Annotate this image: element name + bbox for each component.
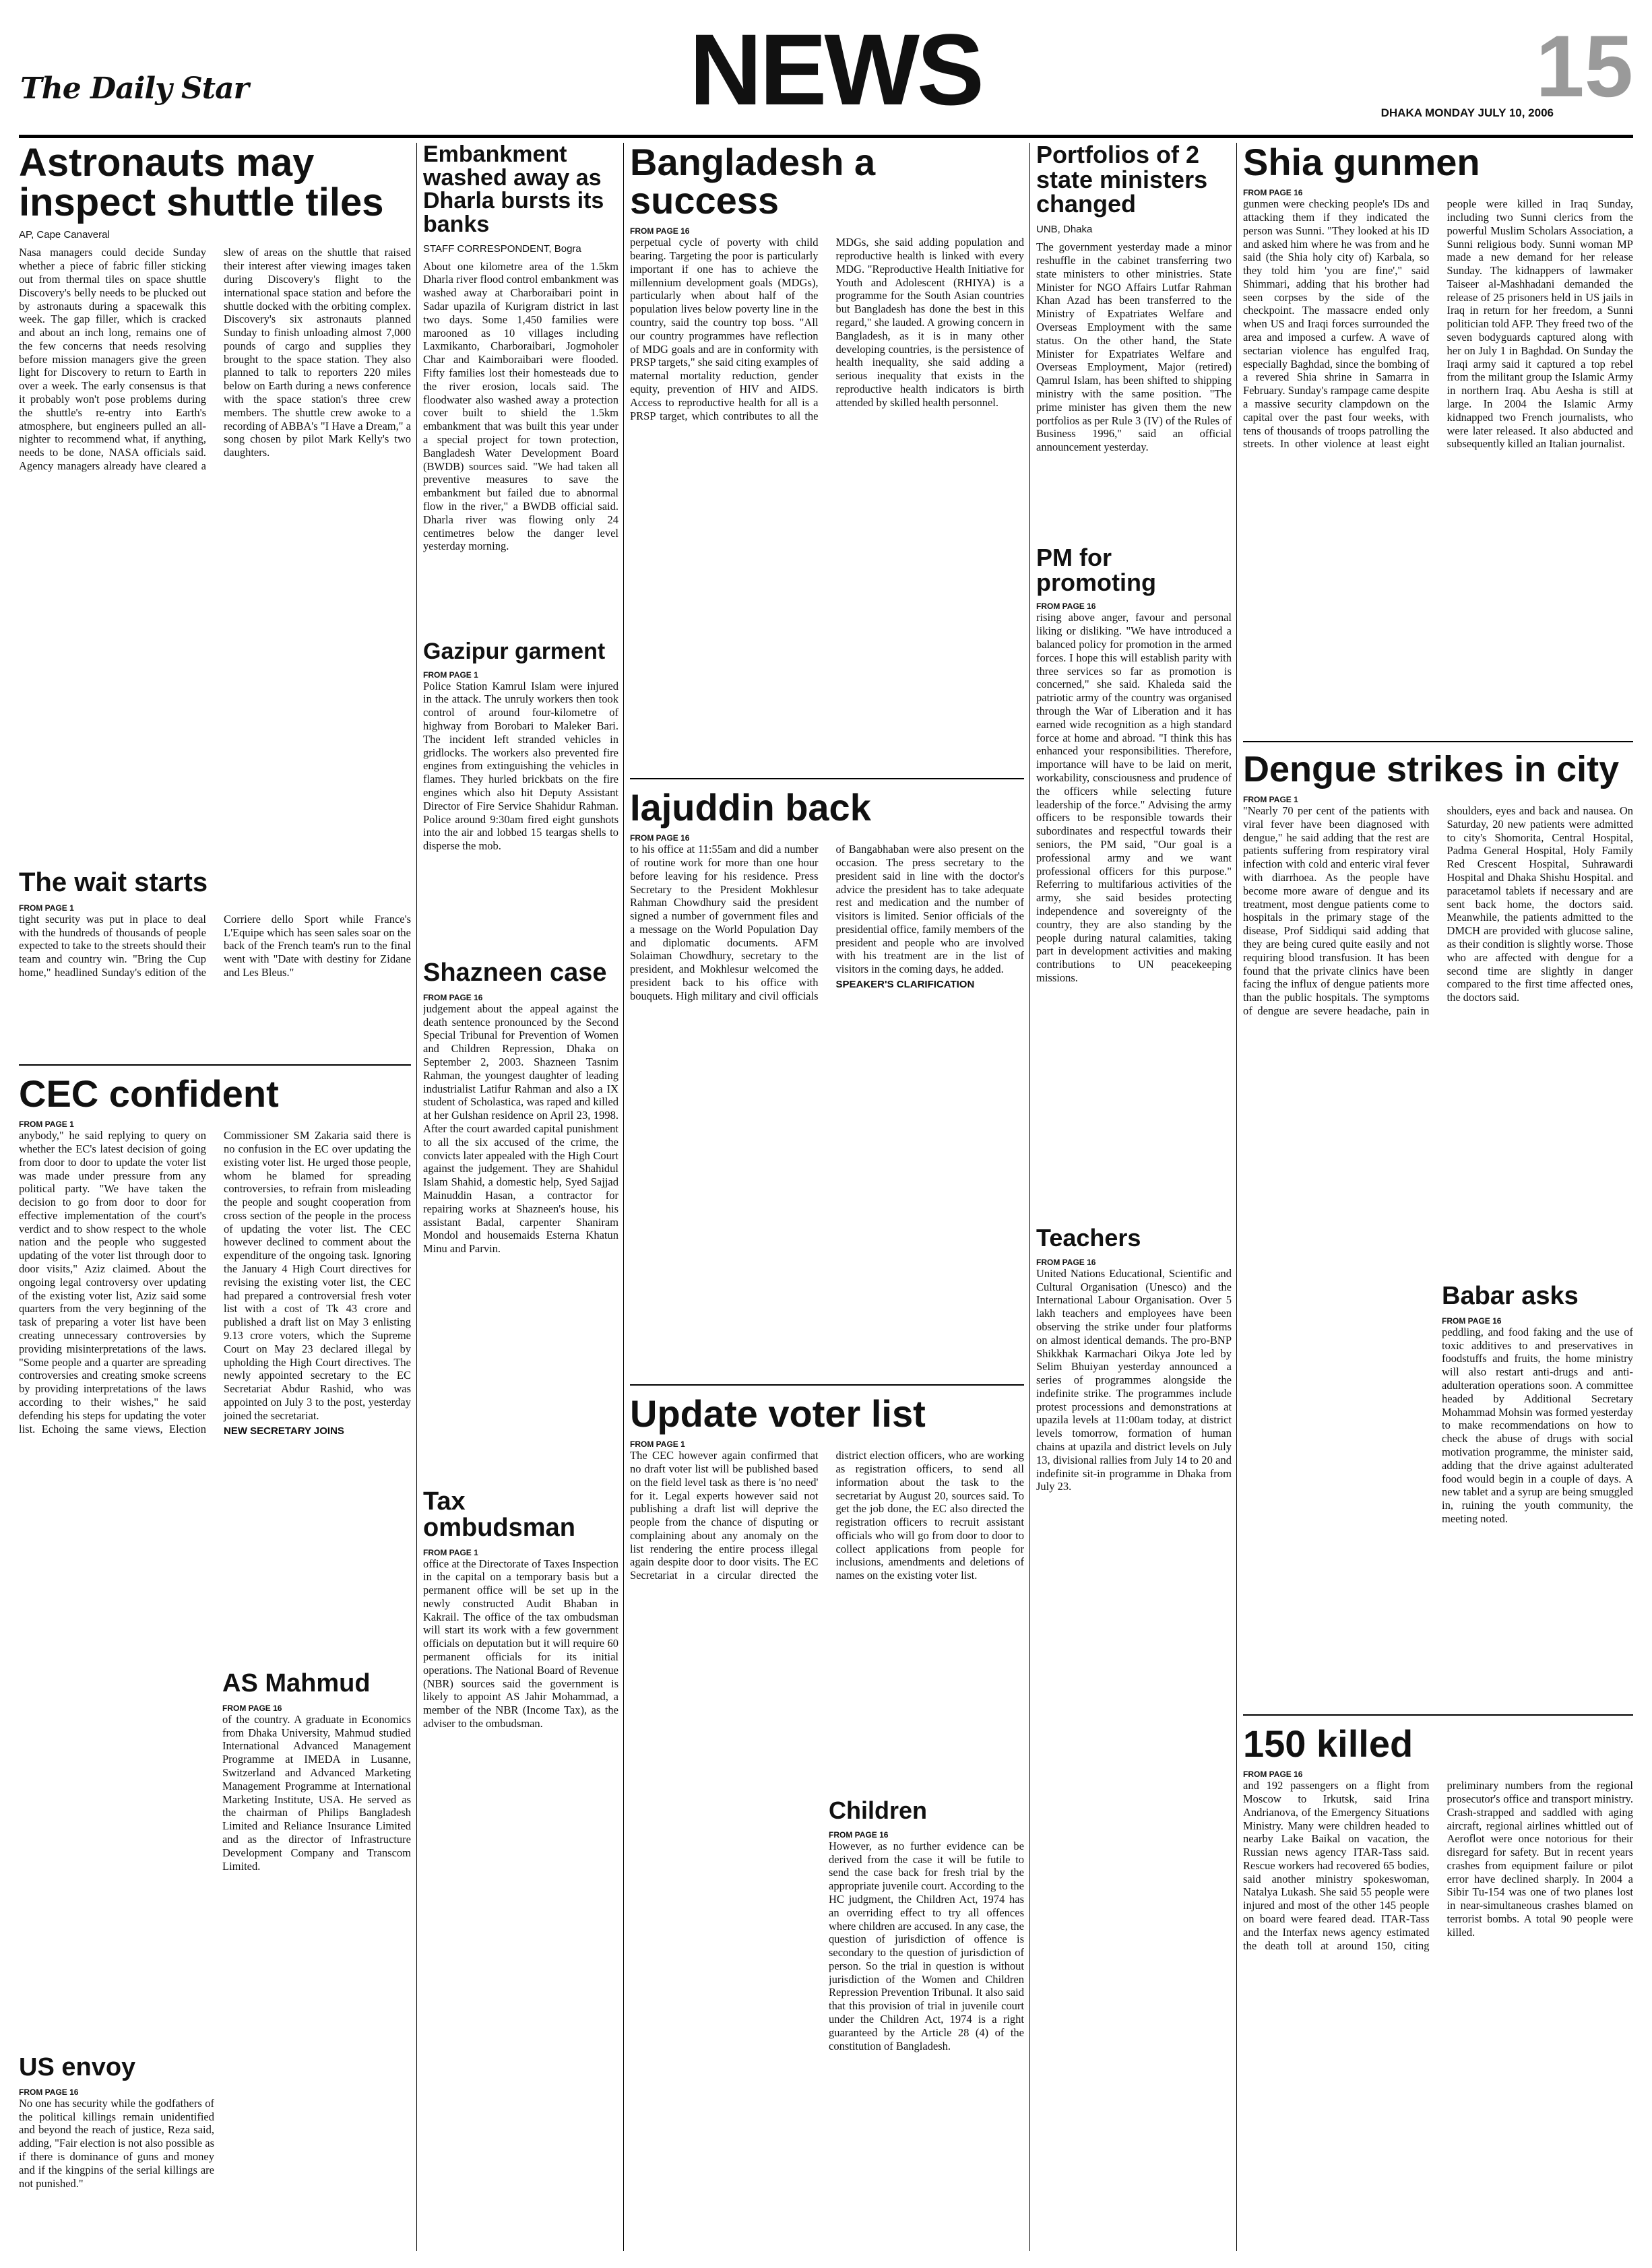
article-embankment [423, 143, 618, 601]
article-portfolios [1036, 143, 1232, 520]
body-text: to his office at 11:55am and did a number of routine work for more than one hour before leaving for his residence. Press Secretary to the President Mokhlesur Rahman Chowdhury said the president signed a number of government files and a message on the World Population Day and diplomatic documents. AFM Solaiman Chowdhury, secretary to the president, and Mokhlesur welcomed the president back to his office with bouquets. High military and civil officials of Bangabhaban were also present on the occasion. The press secretary to the president said in line with the doctor's advice the president has to take adequate rest and medication and the number of visitors is limited. Senior officials of the presidential office, family members of the president and people who are involved with his treatment are in the list of visitors in the coming days, he added. [630, 843, 1024, 1002]
jump-line: FROM PAGE 1 [630, 1439, 685, 1450]
masthead-rule [19, 135, 1633, 138]
article-body [630, 1449, 1024, 1582]
body-text: perpetual cycle of poverty with child bearing. Targeting the poor is particularly important if one has to achieve the millennium development goals (MDGs), particularly when about half of the population lives below poverty line in the country, said the country top boss. "All our country programmes have reflection of MDG goals and are in conformity with PRSP targets," she said citing examples of maternal mortality reduction, gender equity, prevention of HIV and AIDS. Access to reproductive health for all is a PRSP target, which contributes to all the MDGs, she said adding population and reproductive health is linked with every MDG. "Reproductive Health Initiative for Youth and Adolescent (RHIYA) is a programme for the South Asian countries but Bangladesh has done the best in this regard," she lauded. A growing concern in Bangladesh, as it is in many other developing countries, is the persistence of health inequality, she said adding a serious inequality that exists in the reproductive health indicators is birth attended by skilled health personnel. [630, 236, 1024, 422]
article-body [1036, 611, 1232, 984]
headline: Portfolios of 2 state ministers changed [1036, 143, 1208, 218]
jump-line: FROM PAGE 16 [1036, 1257, 1096, 1267]
body-text: However, as no further evidence can be derived from the case it will be futile to send the case back for fresh trial by the appropriate juvenile court. According to the HC judgment, the Children Act, 1974 has an overriding effect to try all offences where children are accused. In any case, the question of jurisdiction of offence is secondary to the question of jurisdiction of person. So the trial in question is without jurisdiction of the Women and Children Repression Prevention Tribunal. It also said that this provision of trial in juvenile court under the Children Act, 1974 is a right guaranteed by the Article 28 (4) of the constitution of Bangladesh. [829, 1839, 1024, 2052]
divider [630, 1384, 1024, 1386]
article-body [630, 236, 1024, 422]
article-babar-asks [1442, 1283, 1633, 1701]
jump-line: FROM PAGE 16 [1036, 602, 1096, 612]
jump-line: FROM PAGE 16 [19, 2087, 79, 2097]
article-children [829, 1799, 1024, 2257]
subhead: SPEAKER'S CLARIFICATION [835, 979, 975, 991]
headline: Embankment washed away as Dharla bursts its banks [423, 143, 604, 238]
headline: Tax ombudsman [423, 1489, 575, 1542]
headline: The wait starts [19, 869, 208, 897]
body-text: peddling, and food faking and the use of toxic additives to and preservatives in foodstuffs and fruits, the home ministry will also restart anti-drugs and anti-adulteration operations soon. A committee headed by Additional Secretary Mohammad Mohsin was formed yesterday to make recommendations on how to check the abuse of drugs with social motivation programme, the minister said, adding that the drive against adulterated food would begin in a couple of days. A new tablet and a syrup are being smuggled in, ruining the youth community, the meeting noted. [1442, 1325, 1633, 1525]
article-pm-promoting [1036, 546, 1232, 1239]
article-body [1243, 197, 1633, 451]
body-text: rising above anger, favour and personal liking or disliking. "We have introduced a balanced policy for promotion in the armed forces. I hope this will establish parity with three services so far as promotion is concerned," she said. Khaleda said the patriotic army of the country was organised through the War of Liberation and it has earned wide recognition as a high standard force at home and abroad. "I think this has enhanced your responsibilities. Therefore, importance will have to be laid on merit, workability, consciousness and prudence of the officers while selecting future leadership of the force." Advising the army officers to be responsible towards their subordinates and respectful towards their seniors, the PM said, "Our goal is a professional army and we want professional officers for this purpose." Referring to multifarious activities of the army, she said besides protecting independence and sovereignty of the country, they are also standing by the people during natural calamities, taking part in development activities and making contributions to UN peacekeeping missions. [1036, 611, 1232, 984]
jump-line: FROM PAGE 16 [1243, 188, 1303, 198]
headline: Teachers [1036, 1226, 1141, 1252]
article-shia-gunmen [1243, 143, 1633, 736]
headline: PM for promoting [1036, 546, 1156, 596]
jump-line: FROM PAGE 16 [1243, 1770, 1303, 1780]
jump-line: FROM PAGE 16 [829, 1829, 889, 1840]
jump-line: FROM PAGE 1 [1243, 795, 1298, 805]
article-teachers [1036, 1226, 1232, 2257]
article-body [423, 1557, 618, 1730]
headline: AS Mahmud [222, 1671, 371, 1697]
body-text: "Nearly 70 per cent of the patients with viral fever have been diagnosed with dengue," he said adding that the rest are patients suffering from respiratory viral infection with cold and enteric viral fever with diarrhoea. As the people have become more aware of dengue and its treatment, most dengue patients come to hospitals in the primary stage of the disease, Prof Siddiqui said adding that they are being cured quite easily and not requiring blood transfusion. It has been found that the private clinics have been facing the influx of dengue patients more than the public hospitals. The symptoms of dengue are severe headache, pain in shoulders, eyes and back and nausea. On Saturday, 20 new patients were admitted to city's Shomorita, Central Hospital, Padma General Hospital, Holy Family Red Crescent Hospital, Suhrawardi Hospital and Dhaka Shishu Hospital. and paracetamol tablets if necessary and are sent back home, the doctors said. Meanwhile, the patients admitted to the DMCH are provided with glucose saline, as their condition is slightly worse. Those who are affected with dengue for a second time are slightly in danger compared to the first time affected ones, the doctors said. [1243, 804, 1633, 1018]
body-text: United Nations Educational, Scientific and Cultural Organisation (Unesco) and the International Labour Organisation. Over 5 lakh teachers and employees have been observing the strike under four platforms on almost identical demands. The pro-BNP Shikkhak Karmachari Oikya Jote led by Selim Bhuiyan yesterday announced a series of programmes alongside the indefinite strike. The programmes include protest processions and demonstrations at upazila levels at 11:00am today, at district levels tomorrow, formation of human chains at upazila and district levels on July 13, divisional rallies from July 14 to 20 and indefinite sit-in programme in Dhaka from July 23. [1036, 1266, 1232, 1493]
column-rule [416, 143, 417, 2251]
article-body [423, 1002, 618, 1256]
article-body [19, 1129, 411, 1437]
headline: Gazipur garment [423, 640, 606, 664]
jump-line: FROM PAGE 16 [630, 226, 690, 236]
article-shazneen-case [423, 960, 618, 1452]
article-body [1036, 240, 1232, 454]
divider [19, 1064, 411, 1066]
article-iajuddin-back [630, 788, 1024, 1374]
article-bangladesh-success [630, 143, 1024, 769]
headline: 150 killed [1243, 1724, 1413, 1765]
divider [630, 778, 1024, 779]
article-body [423, 680, 618, 853]
body-text: and 192 passengers on a flight from Moscow to Irkutsk, said Irina Andrianova, of the Emergency Situations Ministry. Many were children headed to nearby Lake Baikal on vacation, the Russian news agency ITAR-Tass said. Rescue workers had recovered 65 bodies, said another ministry spokeswoman, Natalya Lukash. She said 55 people were injured and most of the other 145 people on board were feared dead. ITAR-Tass and the Interfax news agency estimated the death toll at around 150, citing preliminary numbers from the regional prosecutor's office and transport ministry. Crash-strapped and saddled with aging aircraft, regional airlines whittled out of Aeroflot were once notorious for their disregard for safety. But in recent years crashes from equipment failure or pilot error have declined sharply. In 2004 a Sibir Tu-154 was one of two planes lost in near-simultaneous crashes blamed on terrorist bombs. A total 90 people were killed. [1243, 1779, 1633, 1952]
article-body [630, 843, 1024, 1003]
divider [1243, 1714, 1633, 1716]
jump-line: FROM PAGE 1 [19, 903, 74, 913]
byline: UNB, Dhaka [1036, 224, 1093, 236]
subhead: NEW SECRETARY JOINS [224, 1425, 344, 1437]
jump-line: FROM PAGE 16 [423, 992, 483, 1002]
jump-line: FROM PAGE 16 [222, 1703, 282, 1713]
headline: US envoy [19, 2054, 136, 2081]
headline: Astronauts may inspect shuttle tiles [19, 143, 384, 225]
article-body [19, 913, 411, 979]
jump-line: FROM PAGE 16 [1442, 1316, 1502, 1326]
headline: Dengue strikes in city [1243, 751, 1620, 789]
body-text: tight security was put in place to deal with the hundreds of thousands of people expected to take to the streets should their team and country win. "Bring the Cup home," headlined Sunday's edition of the Corriere dello Sport while France's L'Equipe which has seen sales soar on the back of the French team's run to the final went with "Date with destiny for Zidane and Les Bleus." [19, 912, 411, 979]
headline: Update voter list [630, 1394, 926, 1435]
headline: Babar asks [1442, 1283, 1579, 1310]
body-text: The government yesterday made a minor reshuffle in the cabinet transferring two state ministers to other ministries. State Minister for NGO Affairs Lutfar Rahman Khan Azad has been transferred to the Ministry of Expatriates Welfare and Overseas Employment with the same status. On the other hand, the State Minister for Expatriates Welfare and Overseas Employment, Major (retired) Qamrul Islam, has been shifted to shipping ministry with the same position. "The prime minister has given them the new portfolios as per Rule 3 (IV) of the Rules of Business 1996," said an official announcement yesterday. [1036, 240, 1232, 454]
article-body [19, 2097, 214, 2191]
body-text: gunmen were checking people's IDs and attacking them if they indicated the person was Sunni. "They looked at his ID and asked him where he was from and he said (the Shia holy city of) Karbala, so they told him 'you are fine'," said Shimmari, adding that his brother had seen corpses by the side of the checkpoint. The massacre ended only when US and Iraqi forces surrounded the area and imposed a curfew. A wave of sectarian violence has engulfed Iraq, especially Baghdad, since the bombing of a revered Shia shrine in Samarra in February. Sunday's rampage came despite a massive security clampdown on the capital over the past four weeks, with tens of thousands of troops patrolling the streets. In other violence at least eight people were killed in Iraq Sunday, including two Sunni clerics from the powerful Muslim Scholars Association, a Sunni religious body. Sunni woman MP made a new demand for her release Sunday. The kidnappers of lawmaker Taiseer al-Mashhadani demanded the release of 25 prisoners held in US jails in Iraq in return for her freedom, a Sunni politician told AFP. They freed two of the seven bodyguards captured along with her on July 1 in Baghdad. On Sunday the Iraqi army said it captured a top rebel from the militant group the Islamic Army in northern Iraq. Abu Aesha is still at large. In 2004 the Islamic Army kidnapped two French journalists, who were later released. It also abducted and subsequently killed an Italian journalist. [1243, 197, 1633, 451]
body-text: of the country. A graduate in Economics from Dhaka University, Mahmud studied International Advanced Management Programme at IMEDA in Lusanne, Switzerland and Advanced Marketing Management Programme at International Marketing Institute, USA. He served as the chairman of Philips Bangladesh Limited and Reliance Insurance Limited and as the director of Infrastructure Development Company and Transcom Limited. [222, 1712, 411, 1873]
headline: CEC confident [19, 1074, 279, 1115]
headline: Children [829, 1799, 928, 1824]
paper-logo: The Daily Star [20, 71, 249, 106]
article-as-mahmud [222, 1671, 411, 2257]
jump-line: FROM PAGE 1 [423, 670, 478, 680]
headline: Bangladesh a success [630, 143, 876, 222]
article-body [1243, 1779, 1633, 1952]
jump-line: FROM PAGE 16 [630, 833, 690, 843]
headline: Iajuddin back [630, 788, 871, 829]
headline: Shazneen case [423, 960, 607, 987]
page-number: 15 [1535, 17, 1633, 115]
body-text: About one kilometre area of the 1.5km Dharla river flood control embankment was washed away at Charboraibari point in Sadar upazila of Kurigram district in last two days. Some 1,450 families were marooned as 10 villages including Laxmikanto, Charboraibari, Jogmoholer Char and Kaimboraibari were flooded. Fifty families lost their homesteads due to the river erosion, locals said. The floodwater also washed away a protection cover built to shield the 1.5km embankment that was built this year under a special project for town protection, Bangladesh Water Development Board (BWDB) sources said. "We had taken all preventive measures to save the embankment but failed due to abnormal flow in the river," a BWDB official said. Dharla river was flowing only 24 centimetres below the danger level yesterday morning. [423, 259, 618, 553]
masthead [19, 13, 1633, 133]
article-dengue [1243, 751, 1633, 1276]
article-body [1243, 804, 1633, 1018]
article-astronauts [19, 143, 411, 985]
section-title: NEWS [689, 13, 982, 126]
body-text: The CEC however again confirmed that no draft voter list will be published based on the field level task as there is 'no need' for it. Legal experts however said not publishing a draft list will deprive the people from the chance of disputing or complaining about any anomaly on the list rendering the entire process illegal again despite door to door visits. The EC Secretariat in a circular directed the district election officers, who are working as registration officers, to send all information about the task to the secretariat by August 20, sources said. To get the job done, the EC also directed the registration officers to recruit assistant officials who will go from door to door to collect applications from people for inclusions, amendments and deletions of names on the existing voter list. [630, 1449, 1024, 1582]
article-body [829, 1840, 1024, 2053]
jump-line: FROM PAGE 1 [423, 1547, 478, 1557]
article-us-envoy [19, 2054, 214, 2257]
article-gazipur-garment [423, 640, 618, 950]
article-body [423, 260, 618, 554]
body-text: Nasa managers could decide Sunday whether a piece of fabric filler sticking out from thermal tiles on space shuttle Discovery's belly needs to be plucked out by astronauts during a spacewalk this week. The gap filler, which is cracked and about an inch long, remains one of the few concerns that needs resolving before mission managers give the green light for Discovery to return to Earth in over a week. The early consensus is that it probably won't pose problems during the shuttle's re-entry into Earth's atmosphere, but engineers pulled an all-nighter to recommend what, if anything, needs to be done, NASA officials said. Agency managers already have cleared a slew of areas on the shuttle that raised their interest after viewing images taken during Discovery's flight to the international space station and before the shuttle docked with the orbiting complex. Discovery's six astronauts planned Sunday to finish unloading almost 7,000 pounds of cargo and supplies they brought to the space station. They also planned to talk to reporters 220 miles below on Earth during a news conference with the space station's three crew members. The shuttle crew awoke to a recording of ABBA's "I Have a Dream," a song chosen by pilot Mark Kelly's two daughters. [19, 246, 411, 473]
article-body [1442, 1326, 1633, 1526]
column-rule [1236, 143, 1237, 2251]
body-text: anybody," he said replying to query on whether the EC's latest decision of going from door to door to update the voter list was made under pressure from any political party. "We have taken the decision to go from door to door for effective implementation of the court's verdict and to show respect to the whole nation and the people who suggested updating of the voter list through door to door visits," Aziz claimed. About the ongoing legal controversy over updating of the existing voter list, Aziz said some quarters from the very beginning of the task of preparing a voter list have been creating unnecessary controversies by providing misinterpretations of the laws. "Some people and a quarter are spreading controversies and creating smoke screens by providing interpretations of the laws according to their wishes," he said defending his steps for updating the voter list. Echoing the same views, Election Commissioner SM Zakaria said there is no confusion in the EC over updating the existing voter list. He urged those people, whom he blamed for spreading controversies, to refrain from misleading the people and sought cooperation from cross section of the people in the process of updating the voter list. The CEC however declined to comment about the expenditure of the ongoing task. Ignoring the January 4 High Court directives for revising the existing voter list, the CEC had prepared a controversial fresh voter list with a cost of Tk 43 crore and published a draft list on May 3 enlisting 9.13 crore voters, which the Supreme Court on May 23 declared illegal by upholding the High Court directives. The newly appointed secretary to the EC Secretariat Abdur Rashid, who was appointed on July 3 to the post, yesterday joined the secretariat. [19, 1129, 411, 1435]
byline: STAFF CORRESPONDENT, Bogra [423, 242, 581, 255]
article-body [19, 246, 411, 473]
article-body [222, 1713, 411, 1873]
article-body [1036, 1267, 1232, 1494]
dateline: DHAKA MONDAY JULY 10, 2006 [1380, 106, 1554, 119]
article-tax-ombudsman [423, 1489, 618, 2257]
article-150-killed [1243, 1724, 1633, 2257]
headline: Shia gunmen [1243, 143, 1480, 183]
body-text: judgement about the appeal against the death sentence pronounced by the Second Special Tribunal for Prevention of Women and Children Repression, Dhaka on September 2, 2003. Shazneen Tasnim Rahman, the youngest daughter of leading industrialist Latifur Rahman and also a IX student of Scholastica, was raped and killed at her Gulshan residence on April 23, 1998. After the court awarded capital punishment to all the six accused of the crime, the convicts later appealed with the High Court against the judgement. They are Shahidul Islam Shahid, a domestic help, Syed Sajjad Mainuddin Hasan, a contractor for repairing works at Shazneen's house, his assistant Badal, carpenter Shaniram Mondol and housemaids Esterna Khatun Minu and Parvin. [423, 1002, 618, 1256]
column-rule [623, 143, 624, 2251]
body-text: office at the Directorate of Taxes Inspection in the capital on a temporary basis but a permanent office will be set up in the newly constructed Audit Bhaban in Kakrail. The office of the tax ombudsman will start its work with a few government officials on deputation but it will require 60 permanent officials for its initial operations. The National Board of Revenue (NBR) sources said the government is likely to appoint AS Jahir Mohammad, a member of the NBR (Income Tax), as the adviser to the ombudsman. [423, 1557, 618, 1730]
divider [1243, 741, 1633, 742]
body-text: Police Station Kamrul Islam were injured in the attack. The unruly workers then took control of around four-kilometre of highway from Borobari to Maleker Bari. The incident left stranded vehicles in gridlocks. The workers also prevented fire engines from extinguishing the vehicles in flames. They hurled brickbats on the fire engines which also hit Deputy Assistant Director of Fire Service Shahidur Rahman. Police around 9:30am fired eight gunshots into the air and lobbed 15 teargas shells to disperse the mob. [423, 679, 618, 853]
byline: AP, Cape Canaveral [19, 229, 110, 241]
body-text: No one has security while the godfathers of the political killings remain unidentified and beyond the reach of justice, Reza said, adding, "Fair election is not also possible as if there is dominance of guns and money and if the kingpins of the serial killings are not punished." [19, 2096, 214, 2190]
column-rule [1029, 143, 1030, 2251]
jump-line: FROM PAGE 1 [19, 1120, 74, 1130]
